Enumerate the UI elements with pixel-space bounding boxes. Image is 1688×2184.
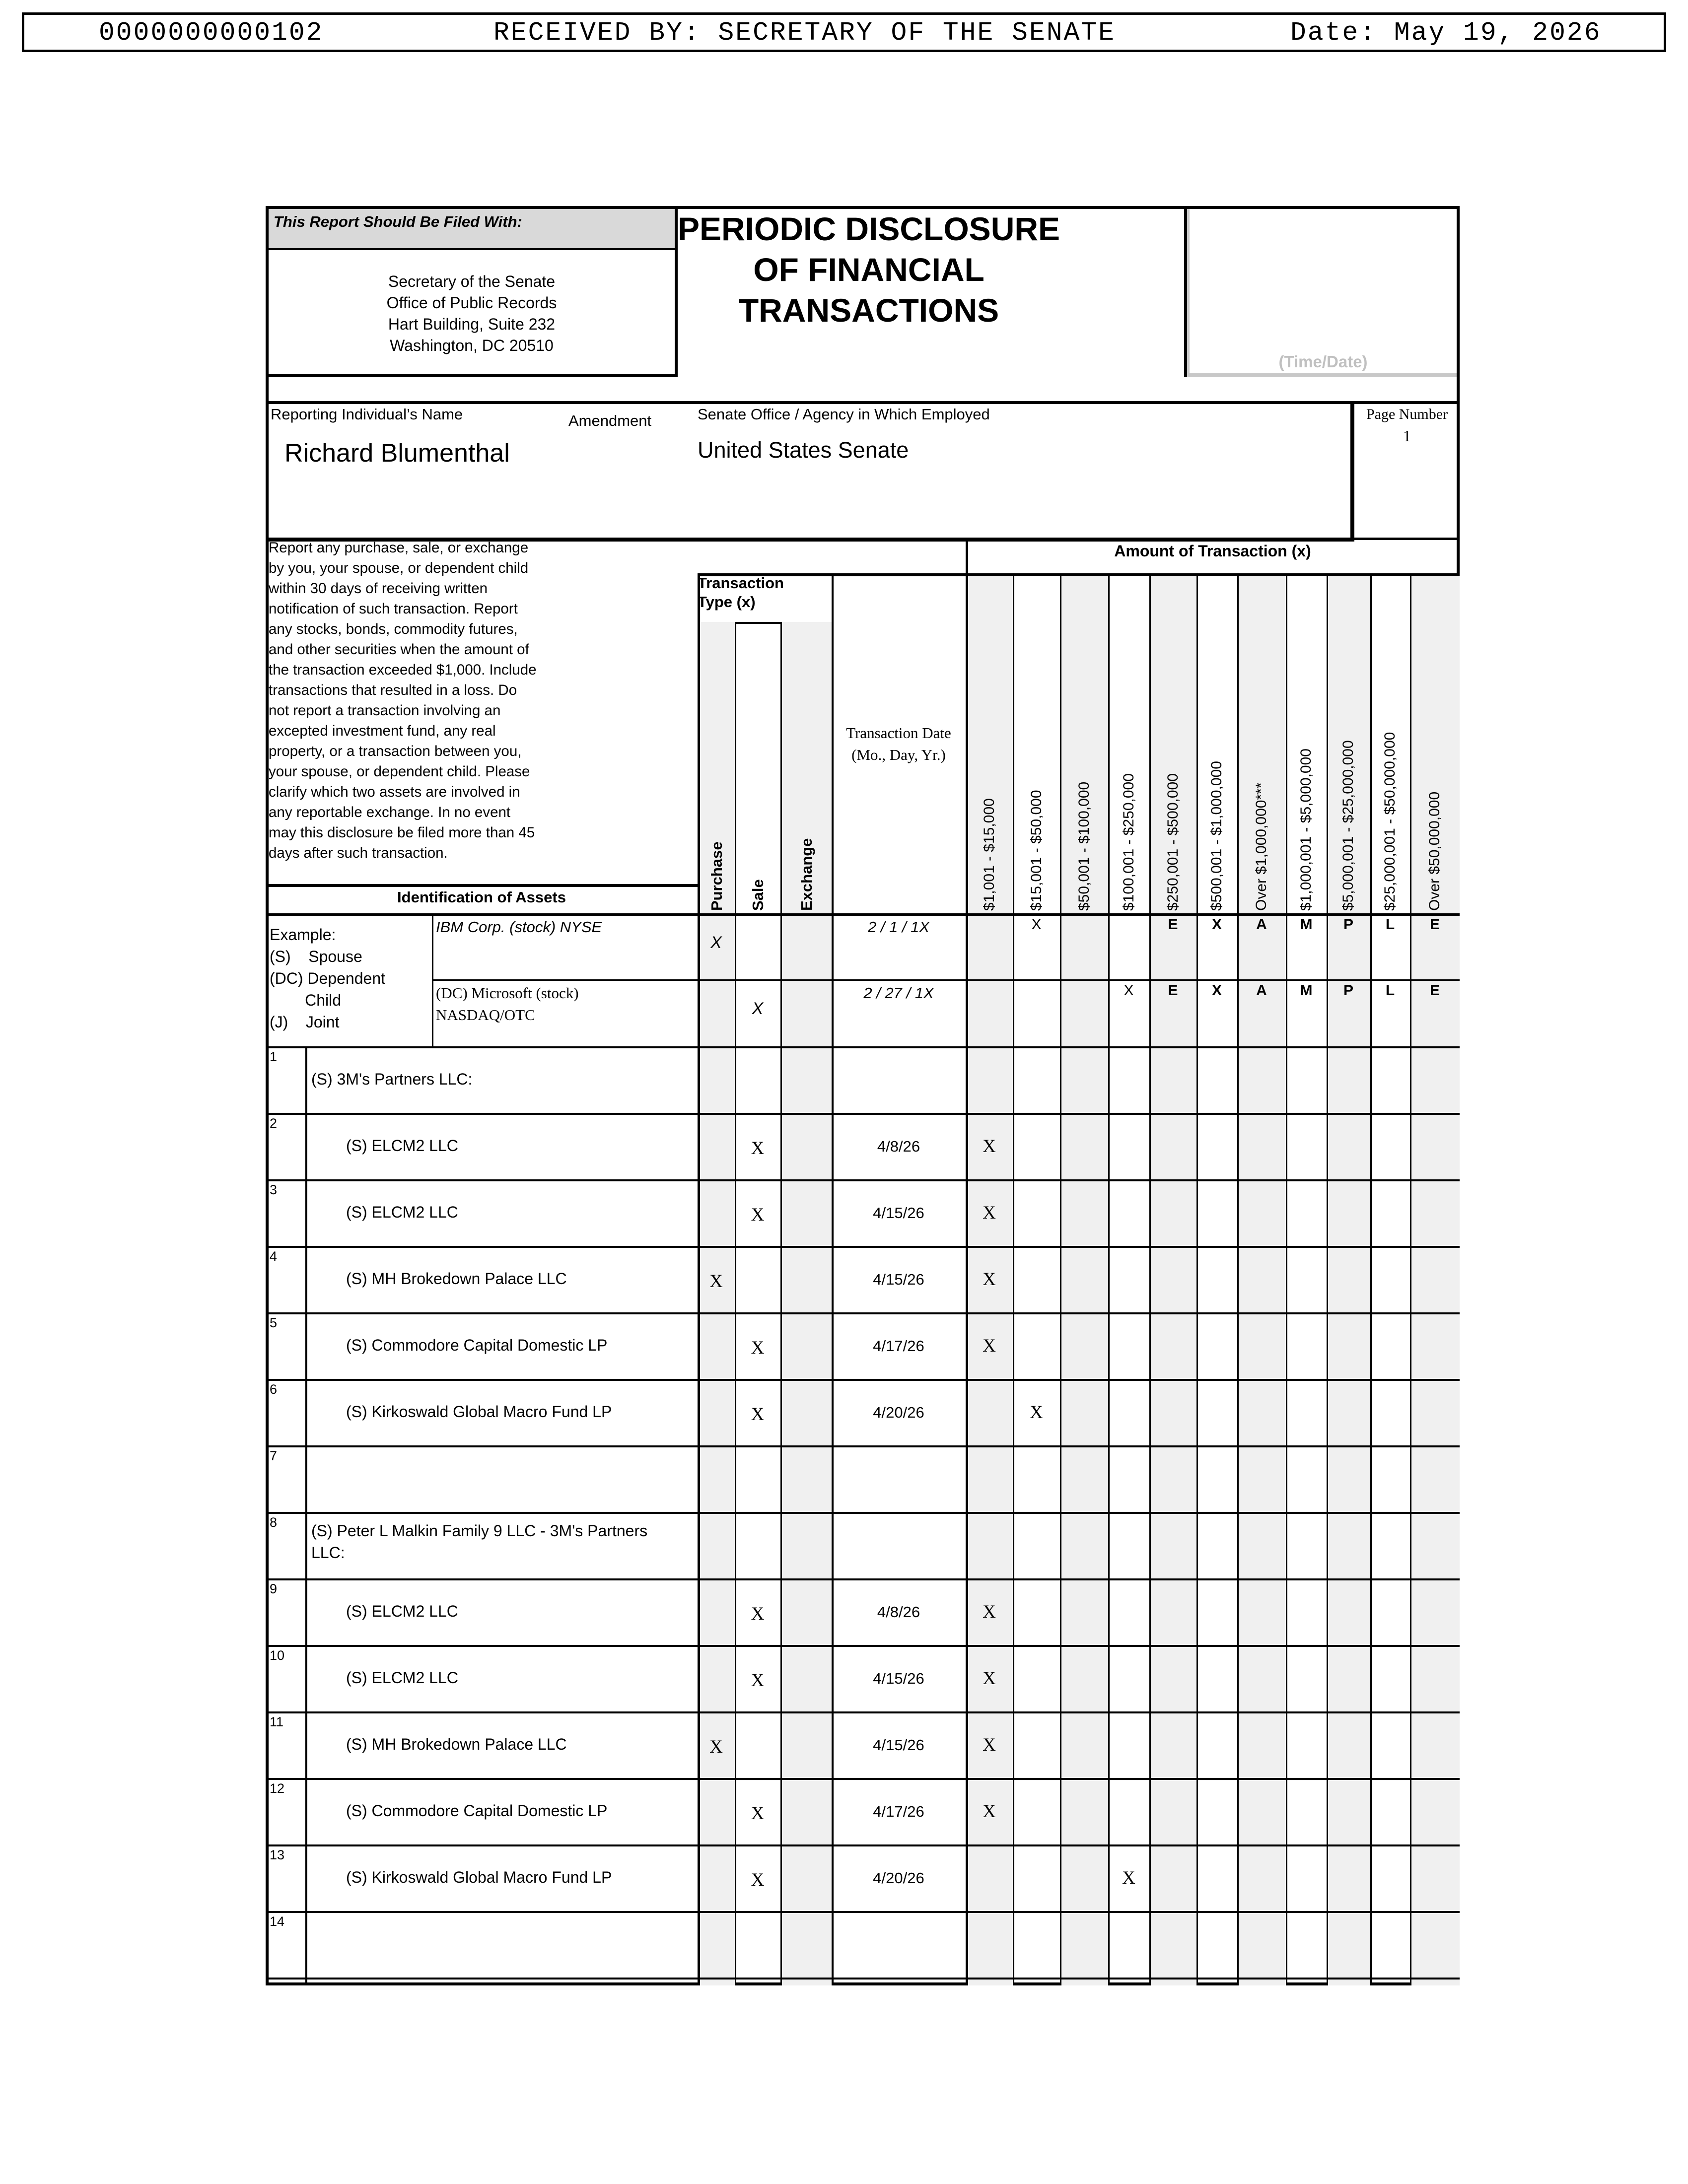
amount-column-10: $25,000,001 - $50,000,000 [1382,732,1398,911]
transaction-type-mark: X [709,1271,723,1292]
example-letter: P [1343,982,1353,999]
page-number-label: Page Number [1366,406,1448,422]
example-legend-line: (J) Joint [270,1013,340,1031]
title-line-1: PERIODIC DISCLOSURE [677,210,1060,247]
time-date-label: (Time/Date) [1278,352,1368,371]
amount-mark: X [983,1269,996,1290]
identification-label: Identification of Assets [397,888,566,906]
example-letter: E [1429,916,1440,933]
example-letter: A [1256,982,1267,999]
asset-name: (S) Commodore Capital Domestic LP [346,1802,608,1820]
office-value: United States Senate [698,437,909,463]
row-number: 1 [270,1049,278,1064]
instruction-line: may this disclosure be filed more than 45 [269,824,535,841]
example-asset: IBM Corp. (stock) NYSE [436,918,602,936]
row-number: 5 [270,1315,278,1330]
example-letter: E [1168,916,1178,933]
transaction-date: 4/15/26 [873,1670,924,1687]
row-number: 2 [270,1116,278,1131]
example-asset: (DC) Microsoft (stock) [436,984,579,1002]
instruction-line: by you, your spouse, or dependent child [269,560,529,576]
transaction-date: 4/15/26 [873,1271,924,1288]
asset-name: (S) Kirkoswald Global Macro Fund LP [346,1403,612,1421]
row-number: 8 [270,1515,278,1530]
instruction-line: days after such transaction. [269,845,448,861]
amount-mark: X [983,1203,996,1223]
office-label: Senate Office / Agency in Which Employed [698,406,990,423]
example-type-mark: X [710,933,722,952]
example-letter: X [1211,916,1222,933]
row-number: 12 [270,1781,285,1796]
asset-name: (S) 3M's Partners LLC: [311,1070,473,1088]
amount-mark: X [1030,1402,1043,1423]
reporting-name: Richard Blumenthal [284,439,510,468]
amount-mark: X [983,1336,996,1356]
filed-with-line-1: Secretary of the Senate [388,273,556,290]
transaction-type-mark: X [709,1737,723,1757]
asset-name: (S) ELCM2 LLC [346,1137,458,1155]
transaction-date: 4/15/26 [873,1204,924,1222]
filed-with-line-2: Office of Public Records [386,294,557,312]
transaction-type-mark: X [751,1138,765,1159]
page-number: 1 [1403,427,1411,445]
instruction-line: any stocks, bonds, commodity futures, [269,621,518,637]
example-legend-line: (S) Spouse [270,948,362,965]
example-letter: A [1256,916,1267,933]
example-letter: M [1300,982,1313,999]
filed-with-line-3: Hart Building, Suite 232 [388,315,556,333]
example-letter: X [1211,982,1222,999]
type-column-sale: Sale [749,879,767,911]
example-asset: NASDAQ/OTC [436,1006,535,1024]
asset-name: (S) Kirkoswald Global Macro Fund LP [346,1868,612,1886]
example-letter: M [1300,916,1313,933]
example-date: 2 / 1 / 1X [867,918,930,936]
instruction-line: not report a transaction involving an [269,702,501,719]
asset-name: (S) MH Brokedown Palace LLC [346,1270,567,1288]
amount-label: Amount of Transaction (x) [1114,542,1311,560]
transaction-date: 4/8/26 [877,1138,920,1155]
asset-name: (S) ELCM2 LLC [346,1602,458,1620]
example-letter: L [1385,982,1395,999]
amount-mark: X [1122,1868,1135,1888]
asset-name: (S) Commodore Capital Domestic LP [346,1336,608,1354]
asset-name: (S) MH Brokedown Palace LLC [346,1735,567,1753]
transaction-type-mark: X [751,1803,765,1824]
instruction-line: and other securities when the amount of [269,641,529,658]
amount-column-7: Over $1,000,000*** [1253,782,1269,911]
instruction-line: transactions that resulted in a loss. Do [269,682,517,698]
row-number: 7 [270,1448,278,1463]
row-number: 11 [270,1714,284,1729]
transaction-date: 4/8/26 [877,1603,920,1621]
example-legend-line: (DC) Dependent [270,969,385,987]
transaction-date: 4/20/26 [873,1404,924,1421]
asset-name: (S) Peter L Malkin Family 9 LLC - 3M's Partners [311,1522,648,1540]
amount-column-11: Over $50,000,000 [1426,791,1443,911]
example-amount-mark: X [1124,982,1134,999]
example-type-mark: X [752,999,764,1018]
amount-column-1: $1,001 - $15,000 [981,798,997,911]
example-amount-mark: X [1031,916,1042,933]
amount-mark: X [983,1668,996,1689]
asset-name: LLC: [311,1544,345,1562]
transaction-date: 4/15/26 [873,1736,924,1754]
transaction-type-mark: X [751,1604,765,1624]
type-column-exchange: Exchange [797,838,815,911]
amount-column-3: $50,001 - $100,000 [1075,781,1092,911]
instruction-line: the transaction exceeded $1,000. Include [269,662,537,678]
amount-mark: X [983,1136,996,1157]
example-legend-line: Example: [270,926,336,944]
transaction-type-mark: X [751,1404,765,1425]
amount-column-4: $100,001 - $250,000 [1120,773,1137,911]
received-date: Date: May 19, 2026 [1290,18,1602,48]
received-header [22,12,1666,52]
row-number: 14 [270,1914,285,1929]
amount-mark: X [983,1602,996,1622]
filed-with-label: This Report Should Be Filed With: [274,213,522,230]
document-id: 0000000000102 [99,18,324,48]
title-line-2: OF FINANCIAL [753,251,985,288]
example-letter: E [1429,982,1440,999]
name-label: Reporting Individual’s Name [271,406,463,423]
transaction-type-mark: X [751,1870,765,1890]
transaction-type-label: Transaction Type (x) [698,574,784,611]
example-date: 2 / 27 / 1X [863,984,934,1002]
transaction-type-mark: X [751,1205,765,1225]
amount-mark: X [983,1801,996,1822]
instruction-line: your spouse, or dependent child. Please [269,763,530,780]
amount-mark: X [983,1735,996,1755]
example-legend-line: Child [270,991,342,1009]
type-column-purchase: Purchase [707,841,725,911]
asset-name: (S) ELCM2 LLC [346,1669,458,1687]
row-number: 10 [270,1648,285,1663]
amount-column-2: $15,001 - $50,000 [1028,790,1045,911]
row-number: 6 [270,1382,278,1397]
example-letter: E [1168,982,1178,999]
amount-column-9: $5,000,001 - $25,000,000 [1340,740,1356,911]
instruction-line: Report any purchase, sale, or exchange [269,540,529,556]
example-letter: P [1343,916,1353,933]
transaction-date: 4/17/26 [873,1803,924,1820]
amendment-label: Amendment [568,412,652,429]
transaction-type-mark: X [751,1338,765,1358]
transaction-date: 4/20/26 [873,1869,924,1887]
transaction-date: 4/17/26 [873,1337,924,1355]
filed-with-line-4: Washington, DC 20510 [390,337,554,354]
row-number: 9 [270,1581,278,1596]
instruction-line: within 30 days of receiving written [269,580,488,597]
title-line-3: TRANSACTIONS [738,292,999,329]
instruction-line: property, or a transaction between you, [269,743,522,759]
amount-column-8: $1,000,001 - $5,000,000 [1298,749,1314,911]
instruction-line: clarify which two assets are involved in [269,784,520,800]
row-number: 13 [270,1847,285,1862]
asset-name: (S) ELCM2 LLC [346,1203,458,1221]
row-number: 3 [270,1182,278,1197]
transaction-type-mark: X [751,1670,765,1691]
amount-column-6: $500,001 - $1,000,000 [1208,761,1225,911]
transaction-date-label: Transaction Date (Mo., Day, Yr.) [846,724,951,763]
instruction-line: notification of such transaction. Report [269,601,518,617]
example-letter: L [1385,916,1395,933]
amount-column-5: $250,001 - $500,000 [1164,773,1181,911]
disclosure-form [266,206,1460,1985]
row-number: 4 [270,1249,278,1264]
instruction-line: excepted investment fund, any real [269,723,496,739]
instruction-line: any reportable exchange. In no event [269,804,511,820]
received-by: RECEIVED BY: SECRETARY OF THE SENATE [493,18,1116,48]
